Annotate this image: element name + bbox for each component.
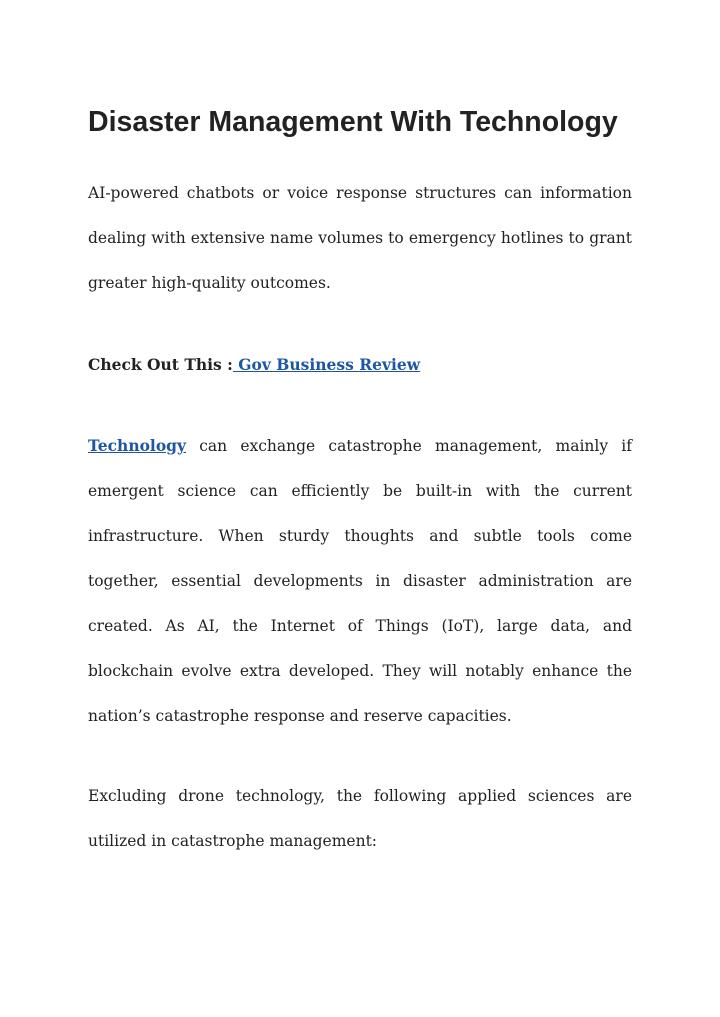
document-page [88, 0, 632, 1017]
paragraph-technology [88, 423, 632, 739]
paragraph-technology-text: can exchange catastrophe management, mainly if emergent science can efficiently be built-in with the current infrastructure. When sturdy thoughts and subtle tools come together, essential developments in disaster administration are created. As AI, the Internet of Things (IoT), large data, and blockchain evolve extra developed. They will notably enhance the nation’s catastrophe response and reserve capacities. [88, 437, 632, 725]
gov-business-review-link[interactable]: Gov Business Review [232, 355, 421, 374]
page-title: Disaster Management With Technology [88, 106, 618, 138]
paragraph-chatbots: AI-powered chatbots or voice response structures can information dealing with extensive name volumes to emergency hotlines to grant greater high-quality outcomes. [88, 184, 632, 292]
paragraph-applied-sciences: Excluding drone technology, the following applied sciences are utilized in catastrophe management: [88, 787, 632, 850]
check-out-line [88, 342, 632, 388]
check-out-prefix: Check Out This : [88, 355, 233, 374]
technology-link[interactable]: Technology [88, 436, 187, 455]
